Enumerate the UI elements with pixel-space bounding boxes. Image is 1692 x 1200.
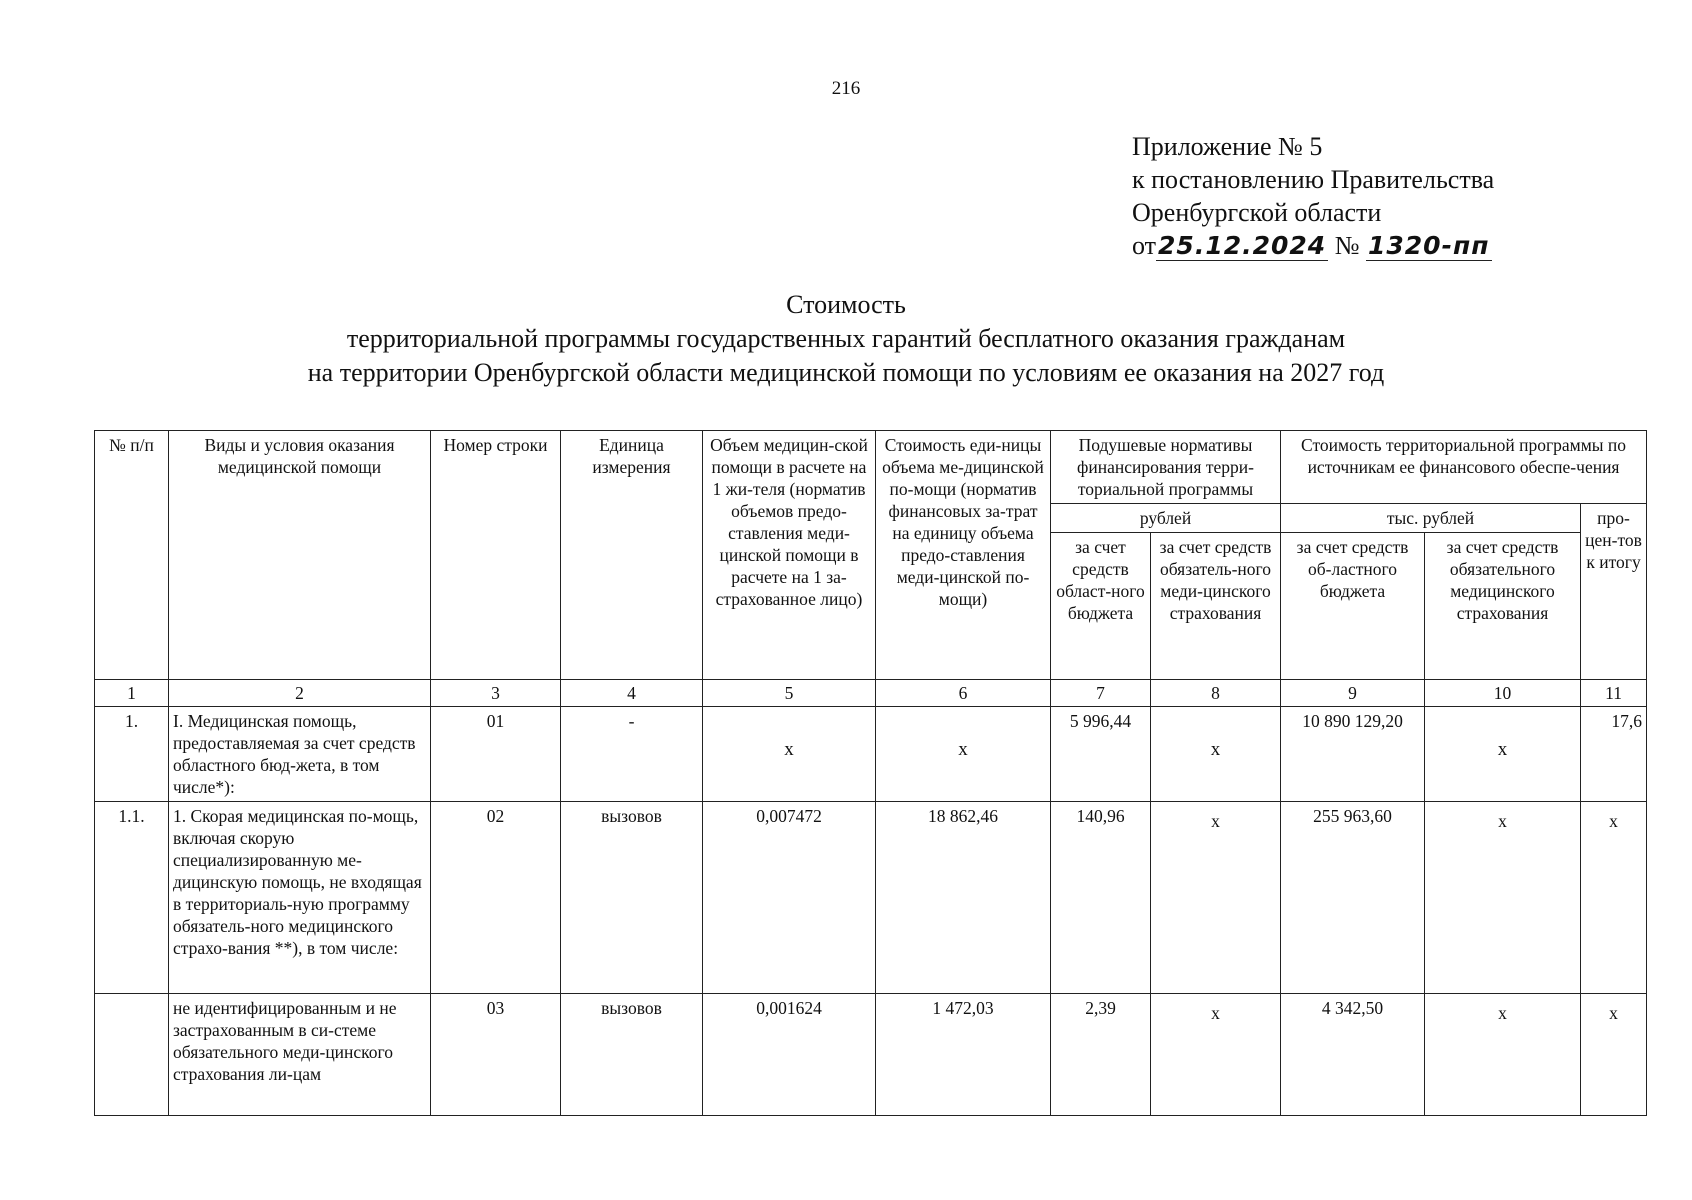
row-cost-oms: х bbox=[1425, 994, 1581, 1116]
row-per-capita-regional: 5 996,44 bbox=[1051, 707, 1151, 802]
column-number: 1 bbox=[95, 680, 169, 707]
row-per-capita-regional: 2,39 bbox=[1051, 994, 1151, 1116]
column-number: 4 bbox=[561, 680, 703, 707]
document-title bbox=[0, 288, 1692, 390]
row-percent: х bbox=[1581, 802, 1647, 994]
row-percent: х bbox=[1581, 994, 1647, 1116]
appendix-line-3: Оренбургской области bbox=[1132, 198, 1382, 227]
column-number: 5 bbox=[703, 680, 876, 707]
handwritten-date: 25.12.2024 bbox=[1158, 231, 1327, 260]
table-row bbox=[95, 994, 1647, 1116]
header-unit-thousand: тыс. рублей bbox=[1281, 504, 1581, 533]
row-volume: 0,001624 bbox=[703, 994, 876, 1116]
row-per-capita-regional: 140,96 bbox=[1051, 802, 1151, 994]
header-col-11: про-цен-тов к итогу bbox=[1581, 504, 1647, 680]
table-row bbox=[95, 707, 1647, 802]
header-col-2: Виды и условия оказания медицинской помощи bbox=[169, 431, 431, 680]
row-unit-cost bbox=[876, 707, 1051, 802]
header-group-per-capita: Подушевые нормативы финансирования терри-ториальной программы bbox=[1051, 431, 1281, 504]
row-volume bbox=[703, 707, 876, 802]
column-number: 2 bbox=[169, 680, 431, 707]
row-cost-regional: 4 342,50 bbox=[1281, 994, 1425, 1116]
appendix-line-2: к постановлению Правительства bbox=[1132, 165, 1495, 194]
title-line-1: Стоимость bbox=[786, 290, 906, 319]
row-name: 1. Скорая медицинская по-мощь, включая скорую специализированную ме-дицинскую помощь, не входящая в территориаль-ную программу обязатель-ного медицинского страхо-вания **), в том числе: bbox=[169, 802, 431, 994]
header-col-9: за счет средств об-ластного бюджета bbox=[1281, 533, 1425, 680]
row-code: 01 bbox=[431, 707, 561, 802]
page-number: 216 bbox=[831, 78, 861, 99]
column-number: 8 bbox=[1151, 680, 1281, 707]
row-code: 03 bbox=[431, 994, 561, 1116]
header-col-3: Номер строки bbox=[431, 431, 561, 680]
row-num: 1.1. bbox=[95, 802, 169, 994]
header-col-4: Единица измерения bbox=[561, 431, 703, 680]
row-per-capita-oms: х bbox=[1151, 802, 1281, 994]
row-per-capita-oms bbox=[1151, 707, 1281, 802]
appendix-date-line bbox=[1132, 229, 1494, 262]
title-line-3: на территории Оренбургской области медицинской помощи по условиям ее оказания на 2027 год bbox=[307, 358, 1385, 387]
header-col-10: за счет средств обязательного медицинского страхования bbox=[1425, 533, 1581, 680]
row-unit-cost-value: х bbox=[958, 739, 968, 760]
row-unit: вызовов bbox=[561, 994, 703, 1116]
table-row bbox=[95, 802, 1647, 994]
handwritten-number: 1320-пп bbox=[1368, 231, 1490, 260]
row-num bbox=[95, 994, 169, 1116]
row-volume: 0,007472 bbox=[703, 802, 876, 994]
column-number: 9 bbox=[1281, 680, 1425, 707]
column-number: 6 bbox=[876, 680, 1051, 707]
row-unit: - bbox=[561, 707, 703, 802]
row-volume-value: х bbox=[784, 739, 794, 760]
header-col-6: Стоимость еди-ницы объема ме-дицинской по-мощи (норматив финансовых за-трат на единицу объема предо-ставления меди-цинской по-мощи) bbox=[876, 431, 1051, 680]
appendix-block bbox=[1132, 130, 1494, 262]
header-unit-rubles: рублей bbox=[1051, 504, 1281, 533]
column-numbers-row bbox=[95, 680, 1647, 707]
row-per-capita-oms: х bbox=[1151, 994, 1281, 1116]
header-col-5: Объем медицин-ской помощи в расчете на 1 жи-теля (норматив объемов предо-ставления меди-цинской помощи в расчете на 1 за-страхованное лицо) bbox=[703, 431, 876, 680]
row-unit: вызовов bbox=[561, 802, 703, 994]
cost-table bbox=[94, 430, 1647, 1116]
row-cost-regional: 10 890 129,20 bbox=[1281, 707, 1425, 802]
row-cost-oms bbox=[1425, 707, 1581, 802]
column-number: 3 bbox=[431, 680, 561, 707]
row-cost-oms-value: х bbox=[1497, 739, 1508, 760]
row-cost-oms: х bbox=[1425, 802, 1581, 994]
column-number: 10 bbox=[1425, 680, 1581, 707]
row-num: 1. bbox=[95, 707, 169, 802]
row-unit-cost: 18 862,46 bbox=[876, 802, 1051, 994]
header-col-7: за счет средств област-ного бюджета bbox=[1051, 533, 1151, 680]
row-per-capita-oms-value: х bbox=[1210, 739, 1221, 760]
row-cost-regional: 255 963,60 bbox=[1281, 802, 1425, 994]
number-sign: № bbox=[1334, 231, 1360, 260]
row-unit-cost: 1 472,03 bbox=[876, 994, 1051, 1116]
row-code: 02 bbox=[431, 802, 561, 994]
row-name: I. Медицинская помощь, предоставляемая за счет средств областного бюд-жета, в том числе*): bbox=[169, 707, 431, 802]
appendix-line-1: Приложение № 5 bbox=[1132, 132, 1323, 161]
column-number: 7 bbox=[1051, 680, 1151, 707]
header-col-8: за счет средств обязатель-ного меди-цинского страхования bbox=[1151, 533, 1281, 680]
row-name: не идентифицированным и не застрахованным в си-стеме обязательного меди-цинского страхования ли-цам bbox=[169, 994, 431, 1116]
header-group-cost: Стоимость территориальной программы по источникам ее финансового обеспе-чения bbox=[1281, 431, 1647, 504]
column-number: 11 bbox=[1581, 680, 1647, 707]
from-prefix: от bbox=[1132, 231, 1157, 260]
header-col-1: № п/п bbox=[95, 431, 169, 680]
title-line-2: территориальной программы государственных гарантий бесплатного оказания гражданам bbox=[346, 324, 1346, 353]
row-percent: 17,6 bbox=[1581, 707, 1647, 802]
